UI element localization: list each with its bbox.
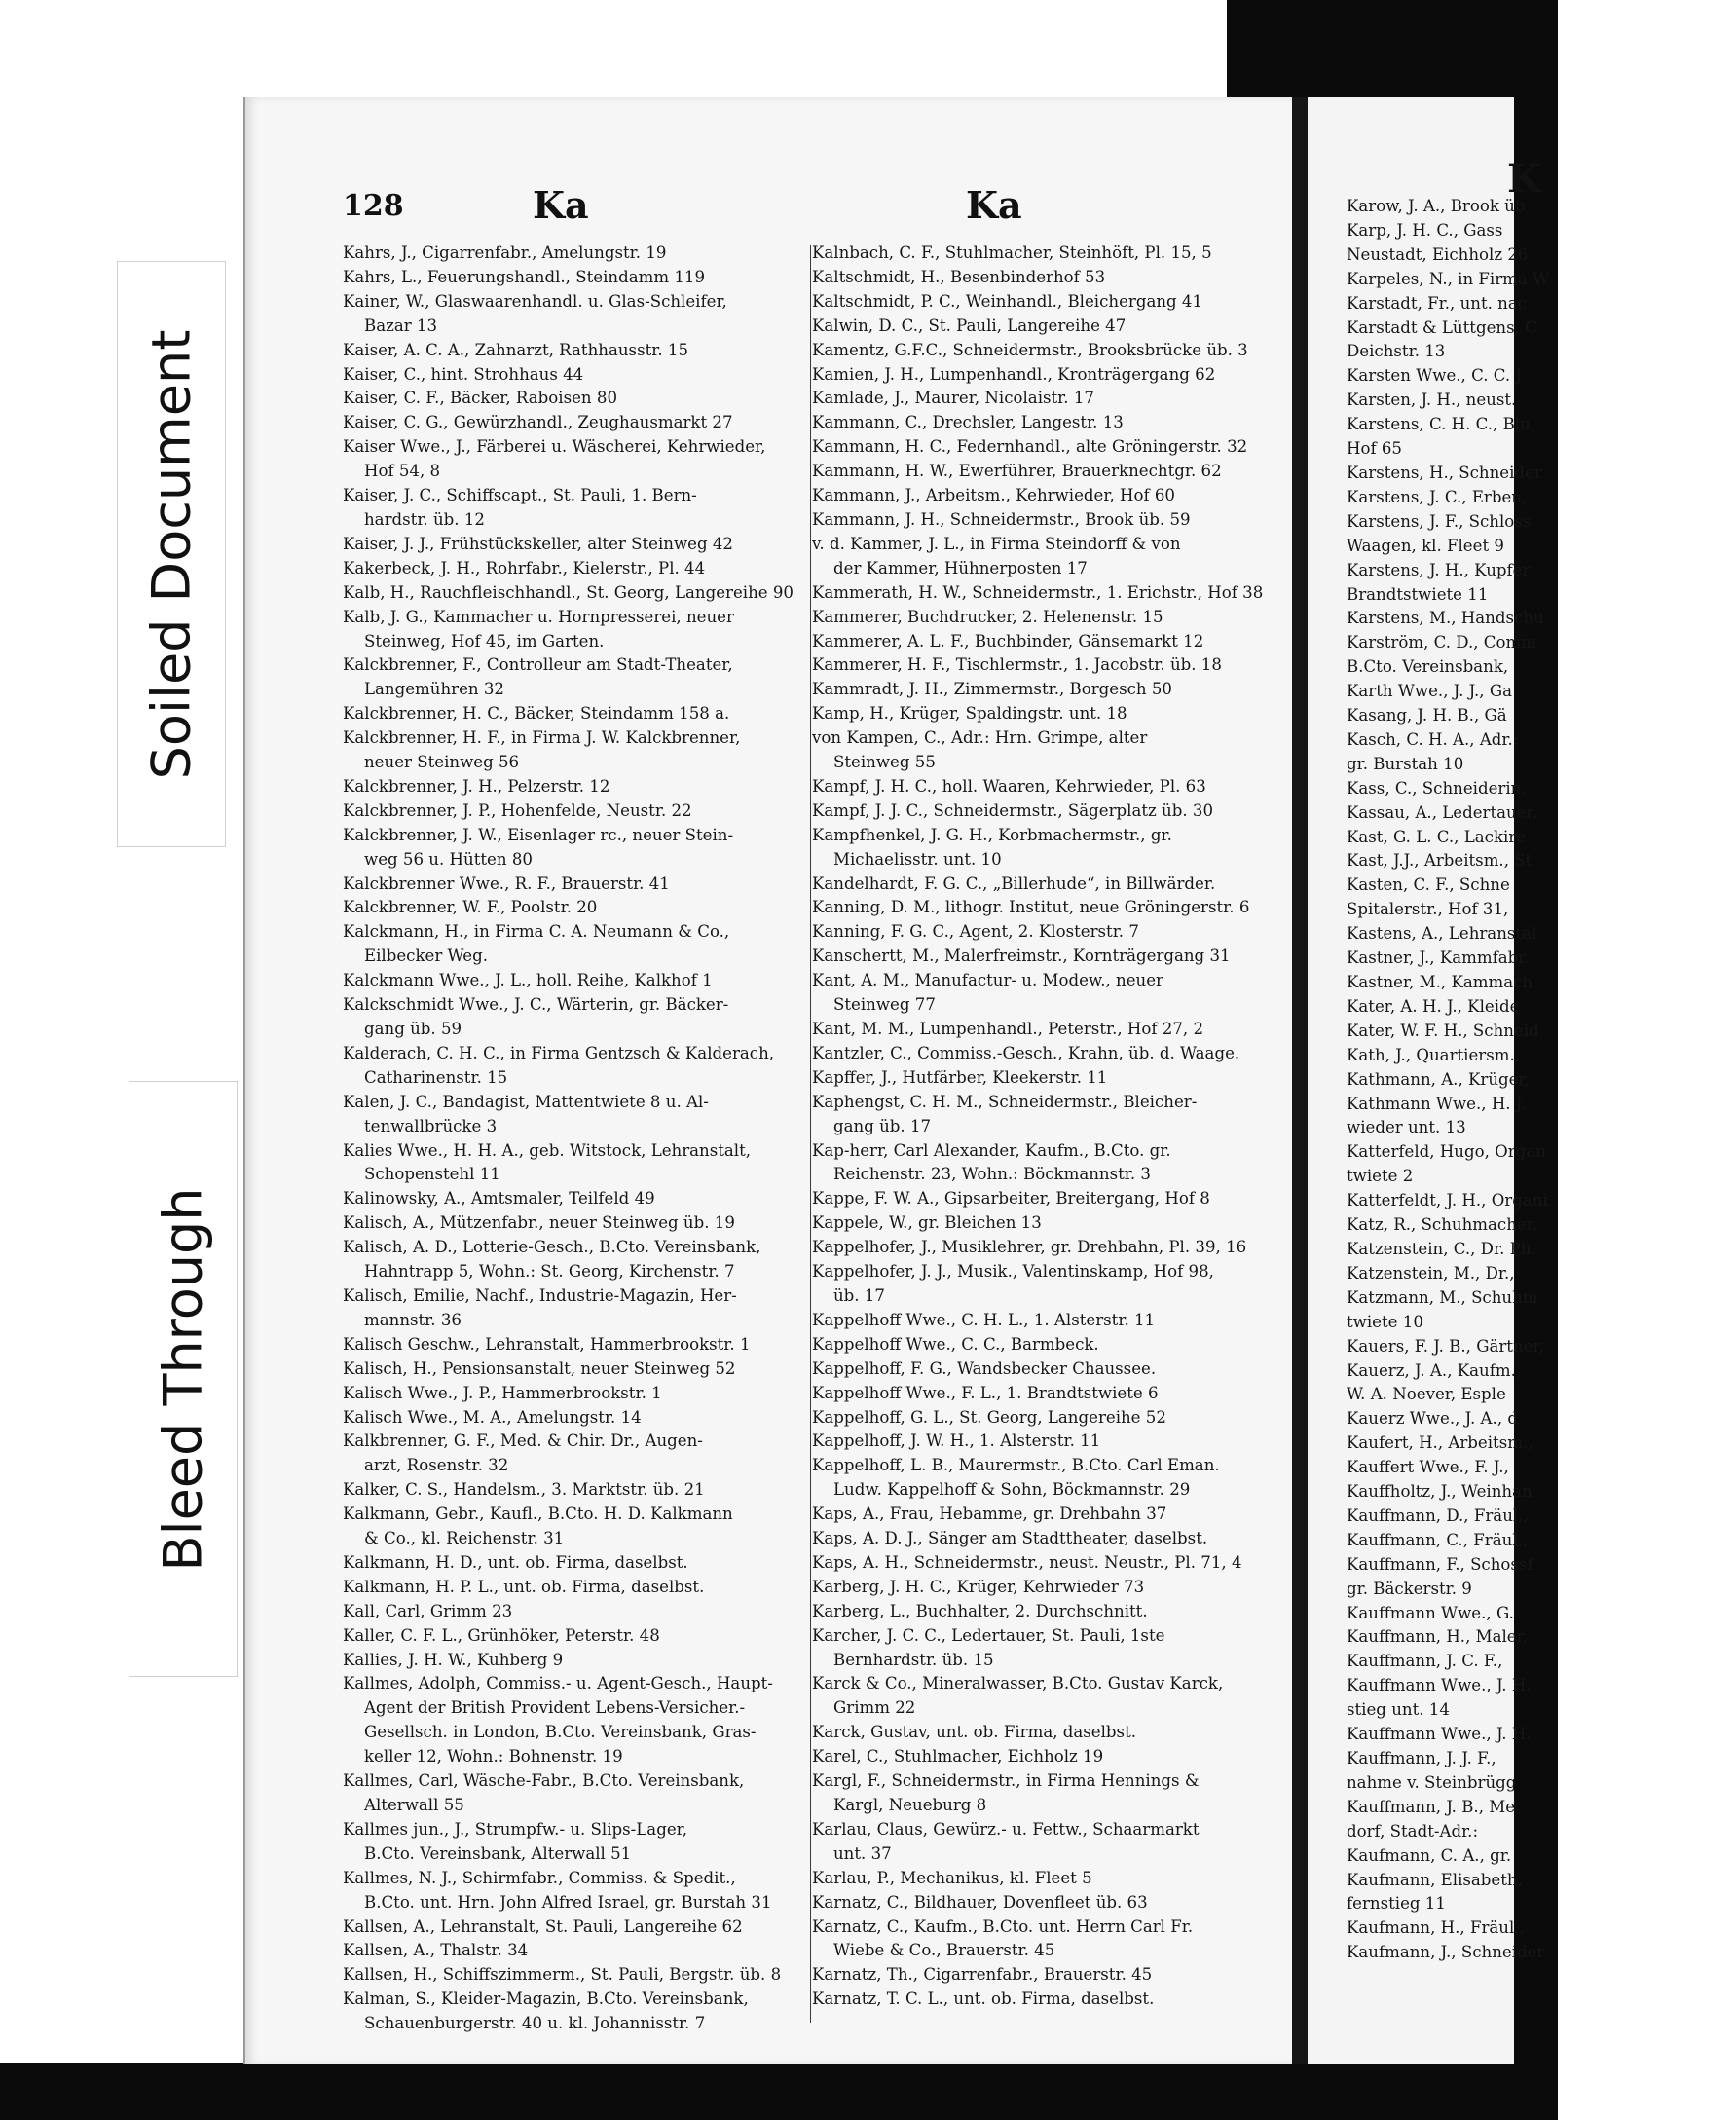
directory-entry: Kassau, A., Ledertauer, [1347,802,1537,822]
directory-entry: Katterfeldt, J. H., Organi [1347,1191,1548,1210]
directory-entry: Kaiser, C. F., Bäcker, Raboisen 80 [343,389,618,408]
directory-entry: stieg unt. 14 [1347,1700,1450,1720]
directory-entry: Kantzler, C., Commiss.-Gesch., Krahn, üb. d. Waage. [812,1043,1240,1062]
directory-entry: Kalckbrenner, F., Controlleur am Stadt-Theater, [343,655,733,675]
directory-entry-continuation: Alterwall 55 [364,1796,464,1814]
directory-entry-continuation: Schopenstehl 11 [364,1165,500,1184]
directory-entry: Kauffmann Wwe., J. H. [1347,1676,1532,1695]
directory-entry: Kaps, A., Frau, Hebamme, gr. Drehbahn 37 [812,1505,1167,1524]
next-page-column [1347,195,1736,1965]
directory-entry: Kaiser, C. G., Gewürzhandl., Zeughausmarkt 27 [343,413,733,432]
directory-entry: Kasang, J. H. B., Gä [1347,706,1507,725]
directory-entry: Kant, A. M., Manufactur- u. Modew., neuer [812,971,1163,990]
soiled-document-label-text: Soiled Document [140,329,203,779]
directory-entry: Kalisch Wwe., M. A., Amelungstr. 14 [343,1407,642,1427]
directory-entry: Kauffmann, J. C. F., [1347,1652,1503,1671]
directory-entry: Kalinowsky, A., Amtsmaler, Teilfeld 49 [343,1189,655,1209]
directory-entry-continuation: Eilbecker Weg. [364,947,488,966]
directory-entry: Kanschertt, M., Malerfreimstr., Kornträgergang 31 [812,947,1231,966]
directory-entry: Kappelhoff, L. B., Maurermstr., B.Cto. Carl Eman. [812,1456,1220,1475]
directory-entry: Kammann, H. W., Ewerführer, Brauerknechtgr. 62 [812,462,1222,481]
next-page-header: K [1507,156,1541,202]
directory-entry: Kampf, J. H. C., holl. Waaren, Kehrwieder, Pl. 63 [812,776,1206,796]
directory-entry-continuation: Agent der British Provident Lebens-Versicher.- [364,1698,746,1718]
directory-entry-continuation: weg 56 u. Hütten 80 [364,849,533,869]
directory-entry: Kampfhenkel, J. G. H., Korbmachermstr., gr. [812,825,1172,844]
directory-entry: Kant, M. M., Lumpenhandl., Peterstr., Hof 27, 2 [812,1020,1204,1038]
directory-entry: Kalckbrenner Wwe., R. F., Brauerstr. 41 [343,874,670,893]
directory-entry: Kalckbrenner, W. F., Poolstr. 20 [343,898,598,917]
directory-entry: Kalb, J. G., Kammacher u. Hornpresserei, neuer [343,607,734,626]
directory-entry: Kappelhoff, J. W. H., 1. Alsterstr. 11 [812,1432,1101,1451]
directory-entry-continuation: Reichenstr. 23, Wohn.: Böckmannstr. 3 [833,1165,1151,1184]
directory-entry-continuation: Steinweg 55 [833,753,936,772]
directory-entry: Kauffmann Wwe., J. H. [1347,1725,1532,1744]
directory-entry: Kallmes jun., J., Strumpfw.- u. Slips-Lager, [343,1819,688,1839]
directory-entry: Kaufmann, H., Fräul., [1347,1918,1525,1938]
directory-entry: von Kampen, C., Adr.: Hrn. Grimpe, alter [812,728,1148,748]
directory-entry: Karström, C. D., Comm [1347,633,1536,652]
directory-entry: Karstens, J. F., Schloss [1347,511,1532,531]
directory-entry: Kalen, J. C., Bandagist, Mattentwiete 8 u. Al- [343,1092,709,1111]
directory-entry: Neustadt, Eichholz 26 [1347,244,1529,264]
directory-entry: Kalwin, D. C., St. Pauli, Langereihe 47 [812,316,1127,335]
directory-entry: Kappelhoff, G. L., St. Georg, Langereihe 52 [812,1407,1166,1427]
directory-entry-continuation: & Co., kl. Reichenstr. 31 [364,1529,565,1548]
directory-entry: Karstens, H., Schneider [1347,463,1542,482]
directory-entry: Kaller, C. F. L., Grünhöker, Peterstr. 48 [343,1625,660,1645]
directory-entry: Kalnbach, C. F., Stuhlmacher, Steinhöft, Pl. 15, 5 [812,243,1212,262]
directory-entry: Kauffholtz, J., Weinhan [1347,1482,1533,1502]
directory-entry: Kainer, W., Glaswaarenhandl. u. Glas-Schleifer, [343,291,727,311]
directory-entry-continuation: Bazar 13 [364,316,438,335]
directory-entry-continuation: Gesellsch. in London, B.Cto. Vereinsbank, Gras- [364,1723,757,1742]
directory-entry: Kalisch, A. D., Lotterie-Gesch., B.Cto. Vereinsbank, [343,1238,761,1257]
directory-entry: Kamlade, J., Maurer, Nicolaistr. 17 [812,389,1094,408]
directory-entry-continuation: unt. 37 [833,1843,892,1863]
directory-entry: Karp, J. H. C., Gass [1347,220,1503,240]
directory-entry: Kalies Wwe., H. H. A., geb. Witstock, Lehranstalt, [343,1140,752,1160]
directory-entry: Kammerath, H. W., Schneidermstr., 1. Erichstr., Hof 38 [812,582,1264,602]
directory-entry: Karpeles, N., in Firma W [1347,269,1550,288]
directory-entry: Karth Wwe., J. J., Ga [1347,682,1513,701]
directory-entry-continuation: Grimm 22 [833,1698,916,1718]
directory-entry: Kalckschmidt Wwe., J. C., Wärterin, gr. Bäcker- [343,995,729,1015]
directory-entry: Karnatz, C., Kaufm., B.Cto. unt. Herrn Carl Fr. [812,1916,1194,1936]
directory-entry: Kaufmann, J., Schneider [1347,1943,1545,1962]
directory-entry: twiete 10 [1347,1312,1423,1331]
directory-entry: twiete 2 [1347,1167,1414,1186]
directory-entry: Kaphengst, C. H. M., Schneidermstr., Bleicher- [812,1092,1198,1111]
directory-entry: Kaps, A. H., Schneidermstr., neust. Neustr., Pl. 71, 4 [812,1552,1242,1572]
directory-entry: Kalckbrenner, J. W., Eisenlager rc., neuer Stein- [343,825,734,844]
directory-entry: Kap-herr, Carl Alexander, Kaufm., B.Cto. gr. [812,1140,1171,1160]
directory-entry: Kathmann, A., Krüger, [1347,1069,1530,1089]
directory-entry: Karlau, P., Mechanikus, kl. Fleet 5 [812,1868,1092,1887]
directory-entry: Kauffmann, J. B., Me [1347,1797,1516,1816]
directory-entry: Katterfeld, Hugo, Organ [1347,1142,1546,1162]
directory-entry: Kaiser Wwe., J., Färberei u. Wäscherei, Kehrwieder, [343,437,766,457]
directory-entry: Kalkmann, Gebr., Kaufl., B.Cto. H. D. Kalkmann [343,1505,733,1524]
directory-entry: Kappelhoff Wwe., C. H. L., 1. Alsterstr. 11 [812,1310,1156,1329]
directory-entry: Karlau, Claus, Gewürz.- u. Fettw., Schaarmarkt [812,1819,1200,1839]
directory-entry: B.Cto. Vereinsbank, [1347,657,1509,677]
directory-entry: Kamentz, G.F.C., Schneidermstr., Brooksbrücke üb. 3 [812,340,1248,359]
directory-entry: Katzmann, M., Schuhm [1347,1287,1538,1307]
directory-entry: W. A. Noever, Esple [1347,1385,1506,1404]
directory-entry: Kahrs, J., Cigarrenfabr., Amelungstr. 19 [343,243,667,262]
bleed-through-label [129,1081,238,1677]
directory-entry: Kamien, J. H., Lumpenhandl., Kronträgergang 62 [812,364,1216,384]
directory-entry: Kathmann Wwe., H. J. [1347,1094,1527,1113]
directory-entry: Kalisch, A., Mützenfabr., neuer Steinweg üb. 19 [343,1213,735,1233]
directory-entry: Karstens, J. H., Kupfer [1347,560,1531,579]
directory-entry: Karstens, C. H. C., Blu [1347,415,1531,434]
directory-entry: Kaiser, C., hint. Strohhaus 44 [343,364,584,384]
directory-entry-continuation: Catharinenstr. 15 [364,1067,508,1087]
directory-entry: Deichstr. 13 [1347,342,1446,361]
directory-entry: Karsten Wwe., C. C. J [1347,366,1523,386]
directory-entry: Kater, W. F. H., Schneid [1347,1021,1539,1040]
directory-entry: Kappelhoff, F. G., Wandsbecker Chaussee. [812,1358,1157,1378]
directory-entry: Karstadt & Lüttgens, C [1347,317,1537,337]
directory-entry: Kauffmann, J. J. F., [1347,1749,1496,1767]
directory-entry: Kaiser, A. C. A., Zahnarzt, Rathhausstr. 15 [343,340,689,359]
directory-entry: Kauffmann Wwe., G. [1347,1603,1514,1622]
directory-entry: Kaufmann, Elisabeth, [1347,1870,1523,1889]
directory-entry: Kappe, F. W. A., Gipsarbeiter, Breitergang, Hof 8 [812,1189,1210,1209]
directory-entry: Kallsen, H., Schiffszimmerm., St. Pauli, Bergstr. üb. 8 [343,1965,782,1985]
directory-entry: Kappelhofer, J., Musiklehrer, gr. Drehbahn, Pl. 39, 16 [812,1238,1247,1257]
directory-entry: Katzenstein, M., Dr., [1347,1263,1515,1283]
directory-entry: dorf, Stadt-Adr.: [1347,1821,1479,1841]
directory-entry: Kappelhoff Wwe., C. C., Barmbeck. [812,1334,1099,1354]
directory-entry: Kasten, C. F., Schne [1347,875,1510,895]
directory-entry: gr. Bäckerstr. 9 [1347,1579,1472,1598]
directory-entry: Kappelhofer, J. J., Musik., Valentinskamp, Hof 98, [812,1262,1214,1282]
directory-entry: Karstens, M., Handschu [1347,609,1544,628]
directory-entry: Kalisch, H., Pensionsanstalt, neuer Steinweg 52 [343,1358,736,1378]
left-column [343,242,810,2036]
directory-entry: Kampf, J. J. C., Schneidermstr., Sägerplatz üb. 30 [812,800,1214,820]
directory-entry-continuation: Steinweg 77 [833,995,936,1015]
directory-entry: Kalisch, Emilie, Nachf., Industrie-Magazin, Her- [343,1285,737,1305]
directory-entry: Kalisch Geschw., Lehranstalt, Hammerbrookstr. 1 [343,1334,751,1354]
directory-entry-continuation: B.Cto. unt. Hrn. John Alfred Israel, gr. Burstah 31 [364,1892,772,1912]
directory-entry-continuation: B.Cto. Vereinsbank, Alterwall 51 [364,1843,632,1863]
directory-entry: Kast, J.J., Arbeitsm., St [1347,851,1533,871]
directory-entry-continuation: Bernhardstr. üb. 15 [833,1650,994,1669]
book-gutter [1290,97,1308,2064]
directory-entry: Waagen, kl. Fleet 9 [1347,536,1504,555]
directory-entry: Kalckbrenner, J. H., Pelzerstr. 12 [343,776,610,796]
directory-entry: Kalckbrenner, H. C., Bäcker, Steindamm 158 a. [343,704,730,724]
directory-entry: Kallsen, A., Lehranstalt, St. Pauli, Langereihe 62 [343,1916,743,1936]
directory-entry: Kalman, S., Kleider-Magazin, B.Cto. Vereinsbank, [343,1990,749,2009]
page-header [343,181,1234,228]
directory-entry: Karel, C., Stuhlmacher, Eichholz 19 [812,1747,1104,1767]
directory-entry: Karstadt, Fr., unt. nac [1347,293,1528,313]
directory-entry-continuation: der Kammer, Hühnerposten 17 [833,558,1088,577]
directory-entry: Karsten, J. H., neust. [1347,391,1517,410]
directory-entry-continuation: gang üb. 59 [364,1020,462,1038]
directory-entry: Kauffert Wwe., F. J., [1347,1458,1509,1477]
directory-entry: gr. Burstah 10 [1347,754,1464,773]
directory-entry-continuation: hardstr. üb. 12 [364,509,485,529]
directory-entry: Kammann, J., Arbeitsm., Kehrwieder, Hof 60 [812,486,1175,505]
next-page-fragment [1308,97,1550,2064]
directory-entry: Kallmes, Adolph, Commiss.- u. Agent-Gesch., Haupt- [343,1674,773,1693]
directory-entry: Kahrs, L., Feuerungshandl., Steindamm 119 [343,267,705,286]
directory-entry: Spitalerstr., Hof 31, [1347,900,1509,919]
directory-entry: Kallies, J. H. W., Kuhberg 9 [343,1650,564,1669]
directory-entry: Kaltschmidt, P. C., Weinhandl., Bleichergang 41 [812,291,1203,311]
directory-entry: Kauerz Wwe., J. A., d [1347,1409,1518,1429]
directory-entry: Kauffmann, H., Maler, [1347,1627,1529,1647]
directory-entry-continuation: Wiebe & Co., Brauerstr. 45 [833,1941,1055,1960]
directory-entry: Kammann, C., Drechsler, Langestr. 13 [812,413,1124,432]
directory-entry: Kappele, W., gr. Bleichen 13 [812,1213,1042,1233]
directory-entry: Kallsen, A., Thalstr. 34 [343,1941,529,1960]
directory-entry: Kargl, F., Schneidermstr., in Firma Hennings & [812,1771,1200,1791]
directory-entry: Kappelhoff Wwe., F. L., 1. Brandtstwiete 6 [812,1383,1159,1402]
directory-entry: Kass, C., Schneiderin, [1347,778,1527,798]
directory-entry: Karberg, J. H. C., Krüger, Kehrwieder 73 [812,1577,1145,1596]
soiled-document-label [117,261,226,847]
directory-entry: Kastner, J., Kammfabr. [1347,948,1530,968]
directory-entry: Karberg, L., Buchhalter, 2. Durchschnitt. [812,1601,1148,1620]
directory-entry-continuation: Ludw. Kappelhoff & Sohn, Böckmannstr. 29 [833,1480,1191,1500]
directory-entry: Kaiser, J. J., Frühstückskeller, alter Steinweg 42 [343,534,733,553]
directory-entry: Karnatz, C., Bildhauer, Dovenfleet üb. 63 [812,1892,1148,1912]
directory-entry: Kaiser, J. C., Schiffscapt., St. Pauli, 1. Bern- [343,486,697,505]
directory-entry: Brandtstwiete 11 [1347,584,1489,604]
directory-entry: wieder unt. 13 [1347,1118,1466,1137]
column-divider [810,245,811,2023]
directory-entry-continuation: Langemühren 32 [364,680,504,699]
directory-entry: Karcher, J. C. C., Ledertauer, St. Pauli, 1ste [812,1625,1165,1645]
directory-entry: Karck & Co., Mineralwasser, B.Cto. Gustav Karck, [812,1674,1224,1693]
directory-entry: Karnatz, Th., Cigarrenfabr., Brauerstr. 45 [812,1965,1153,1985]
directory-entry: Kalkbrenner, G. F., Med. & Chir. Dr., Augen- [343,1432,703,1451]
directory-entry: Kallmes, N. J., Schirmfabr., Commiss. & Spedit., [343,1868,736,1887]
directory-entry: Kaps, A. D. J., Sänger am Stadttheater, daselbst. [812,1529,1208,1548]
directory-entry: Kauers, F. J. B., Gärtner, [1347,1336,1544,1356]
directory-entry: Karnatz, T. C. L., unt. ob. Firma, daselbst. [812,1990,1155,2009]
directory-entry: Kapffer, J., Hutfärber, Kleekerstr. 11 [812,1067,1108,1087]
directory-entry: Kanning, D. M., lithogr. Institut, neue Gröningerstr. 6 [812,898,1250,917]
directory-entry: Kammerer, A. L. F., Buchbinder, Gänsemarkt 12 [812,631,1204,651]
directory-entry: Kalckmann Wwe., J. L., holl. Reihe, Kalkhof 1 [343,971,713,990]
directory-entry-continuation: Steinweg, Hof 45, im Garten. [364,631,605,651]
directory-entry: nahme v. Steinbrügg [1347,1772,1517,1792]
directory-entry: Kandelhardt, F. G. C., „Billerhude“, in Billwärder. [812,874,1216,893]
directory-entry-continuation: Hof 54, 8 [364,462,441,481]
directory-entry: Kast, G. L. C., Lackire [1347,827,1527,846]
directory-entry: Kamp, H., Krüger, Spaldingstr. unt. 18 [812,704,1127,724]
directory-entry: Kammradt, J. H., Zimmermstr., Borgesch 50 [812,680,1172,699]
directory-entry-continuation: arzt, Rosenstr. 32 [364,1456,509,1475]
scanner-background-bottom [0,2063,1558,2120]
directory-entry: v. d. Kammer, J. L., in Firma Steindorff & von [812,534,1181,553]
directory-entry: Kauffmann, D., Fräul., [1347,1506,1529,1525]
directory-entry: Kalker, C. S., Handelsm., 3. Marktstr. üb. 21 [343,1480,705,1500]
directory-entry: Katz, R., Schuhmacher, [1347,1215,1538,1235]
directory-entry: Kall, Carl, Grimm 23 [343,1601,513,1620]
directory-entry: Kanning, F. G. C., Agent, 2. Klosterstr. 7 [812,922,1139,942]
directory-entry: Kastens, A., Lehranstal [1347,924,1537,944]
directory-entry-continuation: Michaelisstr. unt. 10 [833,849,1002,869]
right-column [812,242,1279,2012]
directory-entry: Kallmes, Carl, Wäsche-Fabr., B.Cto. Vereinsbank, [343,1771,745,1791]
directory-entry: Kaltschmidt, H., Besenbinderhof 53 [812,267,1106,286]
directory-entry-continuation: üb. 17 [833,1285,885,1305]
directory-entry: Kalckbrenner, J. P., Hohenfelde, Neustr. 22 [343,800,692,820]
directory-entry: Kaufert, H., Arbeitsm., [1347,1433,1533,1453]
directory-entry: Kammerer, Buchdrucker, 2. Helenenstr. 15 [812,607,1163,626]
directory-entry: Kalckbrenner, H. F., in Firma J. W. Kalckbrenner, [343,728,741,748]
directory-entry: Kath, J., Quartiersm., [1347,1045,1521,1064]
directory-entry: Kammann, H. C., Federnhandl., alte Gröningerstr. 32 [812,437,1248,457]
directory-entry: Kalkmann, H. P. L., unt. ob. Firma, daselbst. [343,1577,705,1596]
directory-entry: Kakerbeck, J. H., Rohrfabr., Kielerstr., Pl. 44 [343,558,706,577]
directory-entry-continuation: Hahntrapp 5, Wohn.: St. Georg, Kirchenstr. 7 [364,1262,735,1282]
directory-page [243,97,1292,2064]
directory-entry: fernstieg 11 [1347,1894,1446,1914]
bleed-through-label-text: Bleed Through [152,1187,214,1571]
directory-entry: Karck, Gustav, unt. ob. Firma, daselbst. [812,1723,1137,1742]
directory-entry: Kaufmann, C. A., gr. [1347,1845,1512,1865]
directory-entry: Karstens, J. C., Erben, [1347,487,1528,506]
directory-entry: Kalb, H., Rauchfleischhandl., St. Georg, Langereihe 90 [343,582,794,602]
directory-entry-continuation: gang üb. 17 [833,1116,932,1135]
directory-entry: Kalderach, C. H. C., in Firma Gentzsch & Kalderach, [343,1043,775,1062]
directory-entry: Kalckmann, H., in Firma C. A. Neumann & Co., [343,922,730,942]
directory-entry: Kasch, C. H. A., Adr.: [1347,729,1519,749]
directory-entry-continuation: mannstr. 36 [364,1310,462,1329]
directory-entry: Karow, J. A., Brook üb [1347,197,1526,215]
directory-entry: Kalkmann, H. D., unt. ob. Firma, daselbst. [343,1552,688,1572]
directory-entry: Hof 65 [1347,439,1402,459]
directory-entry: Katzenstein, C., Dr. Ph [1347,1239,1532,1258]
directory-entry: Kauffmann, C., Fräul., [1347,1530,1529,1549]
directory-entry-continuation: keller 12, Wohn.: Bohnenstr. 19 [364,1747,623,1767]
directory-entry-continuation: Schauenburgerstr. 40 u. kl. Johannisstr. 7 [364,2014,706,2033]
directory-entry-continuation: neuer Steinweg 56 [364,753,520,772]
directory-entry: Kauerz, J. A., Kaufm., [1347,1360,1522,1380]
running-header-left: Ka [533,183,589,227]
directory-entry: Kauffmann, F., Schossf [1347,1554,1533,1574]
directory-entry: Kastner, M., Kammach [1347,973,1533,991]
directory-entry: Kammerer, H. F., Tischlermstr., 1. Jacobstr. üb. 18 [812,655,1222,675]
directory-entry-continuation: tenwallbrücke 3 [364,1116,498,1135]
directory-entry: Kalisch Wwe., J. P., Hammerbrookstr. 1 [343,1383,662,1402]
page-number: 128 [343,189,404,223]
directory-entry: Kater, A. H. J., Kleide [1347,996,1520,1016]
directory-entry-continuation: Kargl, Neueburg 8 [833,1796,987,1814]
running-header-right: Ka [966,183,1022,227]
directory-entry: Kammann, J. H., Schneidermstr., Brook üb. 59 [812,509,1191,529]
